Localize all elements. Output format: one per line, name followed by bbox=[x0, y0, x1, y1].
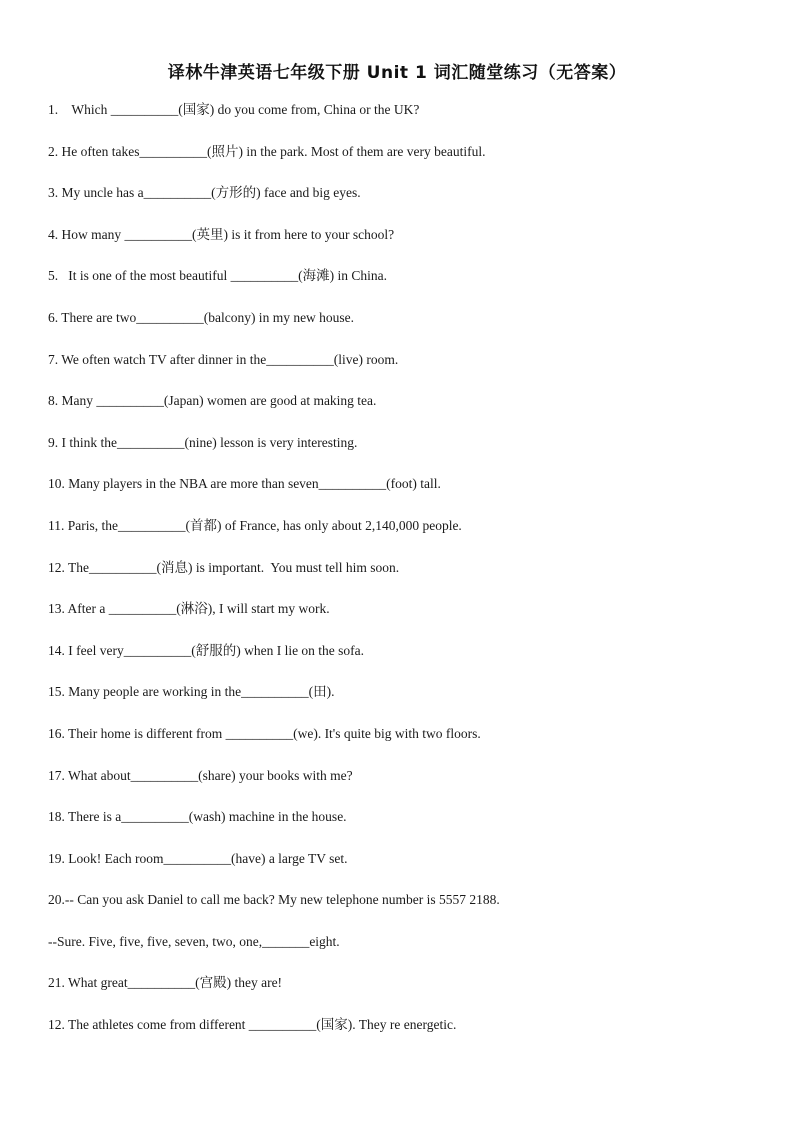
question-15 bbox=[48, 681, 768, 723]
question-3 bbox=[48, 182, 768, 224]
question-text: 21. What great__________(宫殿) they are! bbox=[48, 975, 283, 991]
question-text: 14. I feel very__________(舒服的) when I lie on the sofa. bbox=[48, 642, 365, 658]
question-text: 12. The athletes come from different __________(国家). They re energetic. bbox=[48, 1017, 457, 1033]
question-20-reply bbox=[48, 931, 768, 973]
question-6 bbox=[48, 307, 768, 349]
question-text: 11. Paris, the__________(首都) of France, has only about 2,140,000 people. bbox=[48, 517, 462, 533]
question-10 bbox=[48, 473, 768, 515]
question-11 bbox=[48, 515, 768, 557]
question-text: 13. After a __________(淋浴), I will start my work. bbox=[48, 601, 330, 617]
question-13 bbox=[48, 598, 768, 640]
question-text: 9. I think the__________(nine) lesson is very interesting. bbox=[48, 434, 358, 450]
question-21 bbox=[48, 972, 768, 1014]
question-text: 16. Their home is different from __________(we). It's quite big with two floors. bbox=[48, 725, 481, 741]
question-9 bbox=[48, 432, 768, 474]
question-text: 7. We often watch TV after dinner in the__________(live) room. bbox=[48, 351, 399, 367]
question-12 bbox=[48, 557, 768, 599]
question-text: 2. He often takes__________(照片) in the park. Most of them are very beautiful. bbox=[48, 143, 486, 159]
question-text: 4. How many __________(英里) is it from here to your school? bbox=[48, 226, 395, 242]
question-text: 18. There is a__________(wash) machine in the house. bbox=[48, 809, 347, 825]
question-8 bbox=[48, 390, 768, 432]
question-text: 8. Many __________(Japan) women are good at making tea. bbox=[48, 393, 377, 409]
question-20 bbox=[48, 889, 768, 931]
question-text: 15. Many people are working in the__________(田). bbox=[48, 684, 335, 700]
exercise-list bbox=[48, 99, 768, 1056]
question-text: 1. Which __________(国家) do you come from, China or the UK? bbox=[48, 102, 420, 117]
question-text: 12. The__________(消息) is important. You must tell him soon. bbox=[48, 559, 400, 575]
question-text: 20.-- Can you ask Daniel to call me back? My new telephone number is 5557 2188. bbox=[48, 892, 500, 908]
question-text: 19. Look! Each room__________(have) a large TV set. bbox=[48, 850, 348, 866]
question-text: 3. My uncle has a__________(方形的) face and big eyes. bbox=[48, 185, 361, 201]
question-7 bbox=[48, 349, 768, 391]
question-2 bbox=[48, 141, 768, 183]
question-19 bbox=[48, 848, 768, 890]
question-16 bbox=[48, 723, 768, 765]
question-22 bbox=[48, 1014, 768, 1056]
question-14 bbox=[48, 640, 768, 682]
question-5 bbox=[48, 265, 768, 307]
question-18 bbox=[48, 806, 768, 848]
question-1 bbox=[48, 99, 768, 141]
page-title: 译林牛津英语七年级下册 Unit 1 词汇随堂练习（无答案） bbox=[167, 63, 627, 83]
question-4 bbox=[48, 224, 768, 266]
question-text: 6. There are two__________(balcony) in my new house. bbox=[48, 309, 355, 325]
question-text: 10. Many players in the NBA are more than seven__________(foot) tall. bbox=[48, 476, 441, 492]
question-text: --Sure. Five, five, five, seven, two, one,_______eight. bbox=[48, 933, 340, 949]
question-text: 5. It is one of the most beautiful __________(海滩) in China. bbox=[48, 268, 387, 284]
question-17 bbox=[48, 765, 768, 807]
question-text: 17. What about__________(share) your books with me? bbox=[48, 767, 353, 783]
